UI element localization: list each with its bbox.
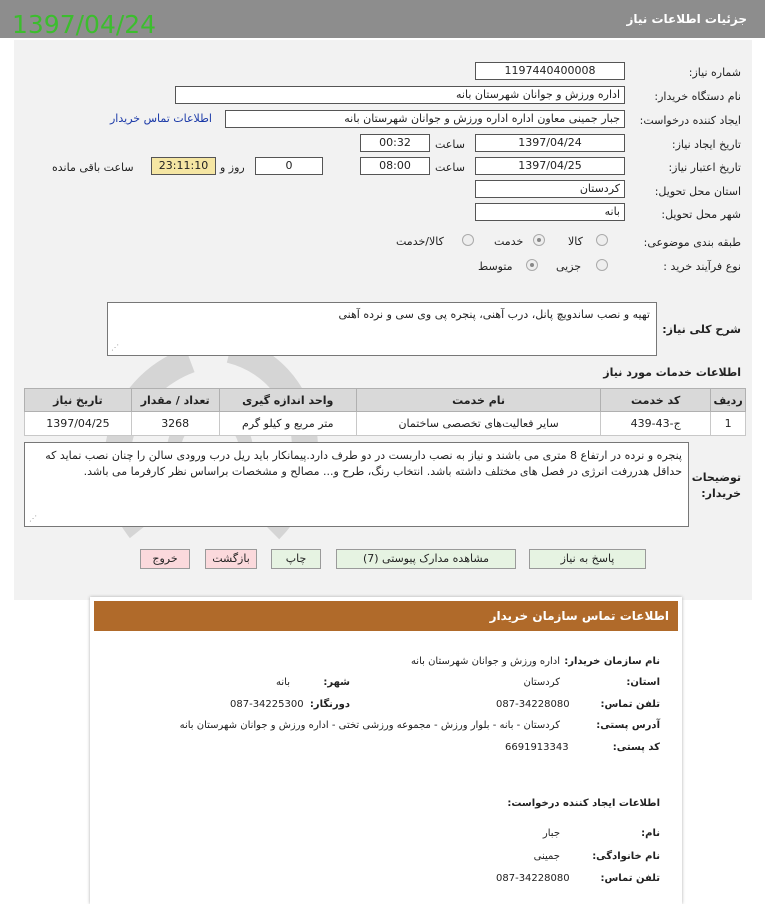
- process-minor-radio-icon[interactable]: [596, 259, 608, 271]
- remaining-time-field: 23:11:10: [151, 157, 216, 175]
- org-label: نام سازمان خریدار:: [564, 656, 660, 667]
- address-value: کردستان - بانه - بلوار ورزش - مجموعه ورزشی تختی - اداره ورزش و جوانان شهرستان بانه: [179, 720, 560, 731]
- category-service-radio-icon[interactable]: [533, 234, 545, 246]
- buyer-org-label: نام دستگاه خریدار:: [654, 90, 741, 103]
- days-remaining-field: 0: [255, 157, 323, 175]
- category-both-label: کالا/خدمت: [396, 235, 444, 248]
- cell-service-name: سایر فعالیت‌های تخصصی ساختمان: [356, 412, 600, 436]
- province-label: استان:: [626, 677, 660, 688]
- process-minor-label: جزیی: [556, 260, 582, 273]
- city-label: شهر محل تحویل:: [661, 208, 741, 221]
- exit-button[interactable]: خروج: [140, 549, 190, 569]
- attachments-button[interactable]: مشاهده مدارک پیوستی (7): [336, 549, 516, 569]
- cell-need-date: 1397/04/25: [25, 412, 132, 436]
- province-field: کردستان: [475, 180, 625, 198]
- org-value: اداره ورزش و جوانان شهرستان بانه: [410, 656, 560, 667]
- services-title: اطلاعات خدمات مورد نیاز: [603, 366, 741, 379]
- first-name-value: جبار: [542, 828, 560, 839]
- creator-phone-label: تلفن تماس:: [600, 873, 660, 884]
- creator-phone-value: 087-34228080: [496, 873, 570, 884]
- category-label: طبقه بندی موضوعی:: [643, 236, 741, 249]
- col-need-date: تاریخ نیاز: [25, 389, 132, 412]
- validity-date-field: 1397/04/25: [475, 157, 625, 175]
- province-value: کردستان: [523, 677, 560, 688]
- cell-quantity: 3268: [131, 412, 219, 436]
- buyer-notes-text: پنجره و نرده در ارتفاع 8 متری می باشند و نیاز به نصب داربست در دو طرف دارد.پیمانکار باید ریل درب ورودی سالن را چنان نصب نماید که حداقل هدررفت انرژی در فصل های مختلف داشته باشد. انتخاب رنگ، طرح و... مصالح و مشخصات براساس نظر کارفرما می باشد.: [45, 449, 682, 478]
- resize-handle-icon[interactable]: ⋰: [29, 514, 37, 523]
- cell-unit: متر مربع و کیلو گرم: [219, 412, 356, 436]
- col-row-number: ردیف: [711, 389, 746, 412]
- services-header-row: [25, 389, 746, 412]
- created-date-field: 1397/04/24: [475, 134, 625, 152]
- buyer-contact-link[interactable]: اطلاعات تماس خریدار: [110, 112, 212, 125]
- days-label: روز و: [220, 161, 245, 174]
- category-goods-radio-icon[interactable]: [596, 234, 608, 246]
- province-label: استان محل تحویل:: [654, 185, 741, 198]
- postal-value: 6691913343: [505, 742, 569, 753]
- table-row: [25, 412, 746, 436]
- buyer-org-field: اداره ورزش و جوانان شهرستان بانه: [175, 86, 625, 104]
- cell-service-code: ج-43-439: [601, 412, 711, 436]
- date-stamp: 1397/04/24: [12, 10, 157, 39]
- postal-label: کد پستی:: [612, 742, 660, 753]
- validity-time-field: 08:00: [360, 157, 430, 175]
- back-button[interactable]: بازگشت: [205, 549, 257, 569]
- summary-textarea: [107, 302, 657, 356]
- need-number-label: شماره نیاز:: [688, 66, 741, 79]
- validity-date-label: تاریخ اعتبار نیاز:: [668, 161, 741, 174]
- cell-row-number: 1: [711, 412, 746, 436]
- category-both-radio-icon[interactable]: [462, 234, 474, 246]
- category-goods-label: کالا: [568, 235, 583, 248]
- fax-label: دورنگار:: [309, 699, 350, 710]
- last-name-value: جمینی: [533, 851, 560, 862]
- phone-value: 087-34228080: [496, 699, 570, 710]
- need-number-field: 1197440400008: [475, 62, 625, 80]
- col-service-name: نام خدمت: [356, 389, 600, 412]
- contact-card-title: اطلاعات تماس سازمان خریدار: [489, 609, 669, 623]
- buyer-notes-textarea: [24, 442, 689, 527]
- address-label: آدرس پستی:: [596, 720, 660, 731]
- creator-label: ایجاد کننده درخواست:: [639, 114, 741, 127]
- fax-value: 087-34225300: [230, 699, 304, 710]
- remaining-label: ساعت باقی مانده: [52, 161, 134, 174]
- phone-label: تلفن تماس:: [600, 699, 660, 710]
- city-field: بانه: [475, 203, 625, 221]
- process-label: نوع فرآیند خرید :: [663, 260, 741, 273]
- city-value: بانه: [276, 677, 290, 688]
- process-medium-radio-icon[interactable]: [526, 259, 538, 271]
- page-title: جزئیات اطلاعات نیاز: [626, 12, 747, 26]
- city-label: شهر:: [323, 677, 350, 688]
- creator-field: جبار جمینی معاون اداره اداره ورزش و جوانان شهرستان بانه: [225, 110, 625, 128]
- resize-handle-icon[interactable]: ⋰: [111, 343, 119, 352]
- category-service-label: خدمت: [494, 235, 524, 248]
- col-unit: واحد اندازه گیری: [219, 389, 356, 412]
- last-name-label: نام خانوادگی:: [592, 851, 660, 862]
- summary-text: تهیه و نصب ساندویچ پانل، درب آهنی، پنجره پی وی سی و نرده آهنی: [338, 308, 650, 321]
- created-time-field: 00:32: [360, 134, 430, 152]
- process-medium-label: متوسط: [478, 260, 513, 273]
- services-table: [24, 388, 746, 436]
- col-quantity: تعداد / مقدار: [131, 389, 219, 412]
- print-button[interactable]: چاپ: [271, 549, 321, 569]
- created-time-label: ساعت: [435, 138, 465, 151]
- col-service-code: کد خدمت: [601, 389, 711, 412]
- reply-button[interactable]: پاسخ به نیاز: [529, 549, 646, 569]
- summary-label: شرح کلی نیاز:: [662, 323, 741, 336]
- buyer-notes-label: توضیحات خریدار:: [691, 471, 741, 500]
- first-name-label: نام:: [641, 828, 660, 839]
- created-date-label: تاریخ ایجاد نیاز:: [671, 138, 741, 151]
- validity-time-label: ساعت: [435, 161, 465, 174]
- creator-info-title: اطلاعات ایجاد کننده درخواست:: [507, 798, 660, 809]
